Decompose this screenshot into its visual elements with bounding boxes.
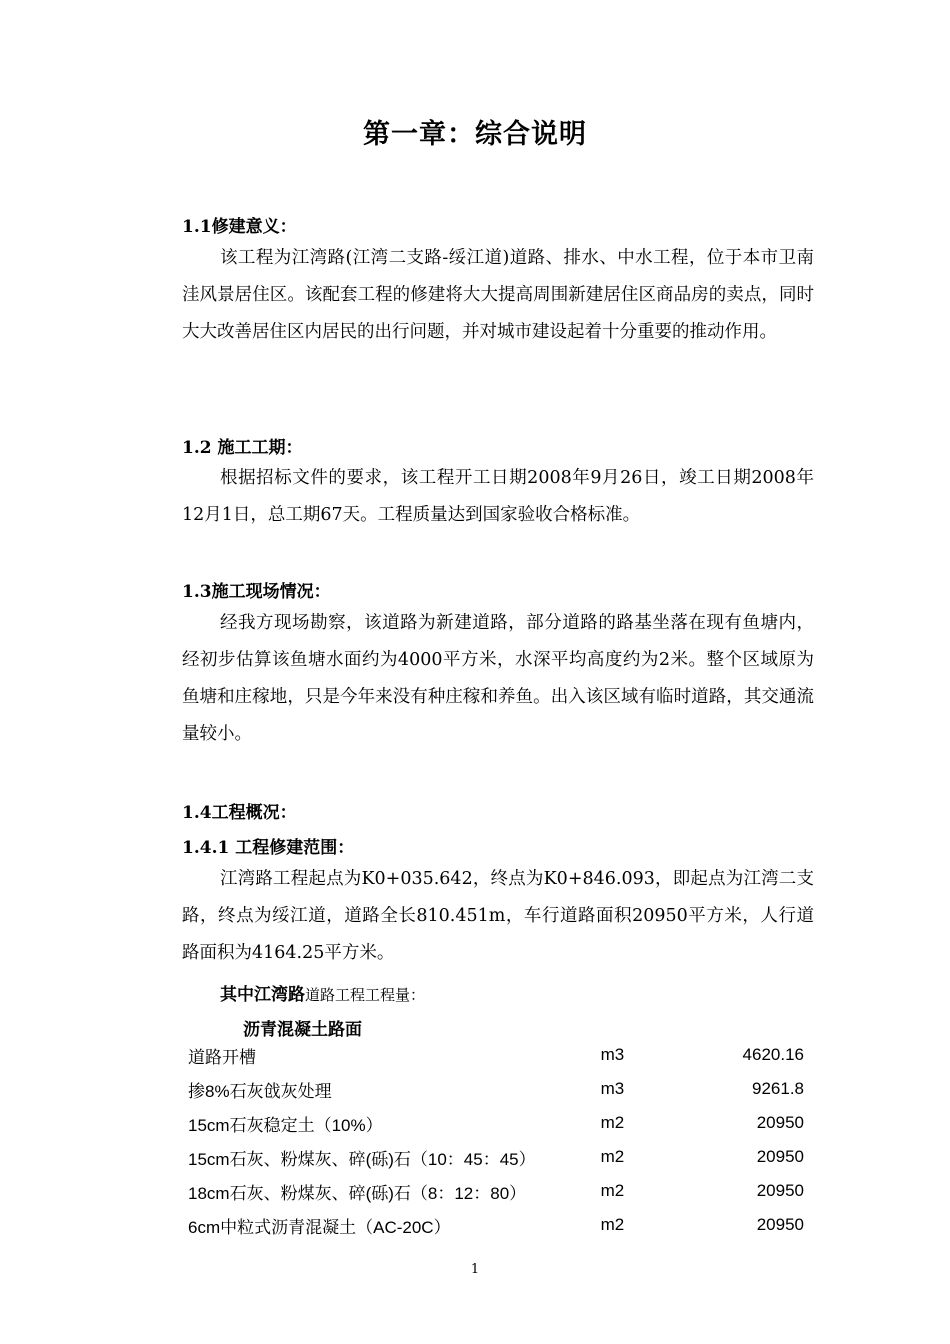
- item-cell: 6cm中粒式沥青混凝土（AC-20C）: [188, 1217, 451, 1237]
- section-text-1-1: 该工程为江湾路(江湾二支路-绥江道)道路、排水、中水工程，位于本市卫南洼风景居住区。该配套工程的修建将大大提高周围新建居住区商品房的卖点，同时大大改善居住区内居民的出行问题，并对城市建设起着十分重要的推动作用。: [182, 248, 814, 342]
- section-text-1-2: 根据招标文件的要求，该工程开工日期2008年9月26日，竣工日期2008年12月1日，总工期67天。工程质量达到国家验收合格标准。: [182, 468, 814, 525]
- table-row: [188, 1140, 808, 1174]
- section-heading-1-1: 1.1修建意义：: [182, 217, 297, 237]
- item-cell: 道路开槽: [188, 1047, 256, 1067]
- section-text-1-3: 经我方现场勘察，该道路为新建道路，部分道路的路基坐落在现有鱼塘内，经初步估算该鱼塘水面约为4000平方米，水深平均高度约为2米。整个区域原为鱼塘和庄稼地，只是今年来没有种庄稼和养鱼。出入该区域有临时道路，其交通流量较小。: [182, 613, 814, 744]
- item-cell: 15cm石灰、粉煤灰、碎(砾)石（10：45：45）: [188, 1149, 536, 1169]
- amount-cell: 20950: [756, 1215, 804, 1234]
- quantity-intro-road-name: 其中江湾路: [220, 985, 305, 1005]
- quantity-table: [188, 1038, 808, 1242]
- amount-cell: 9261.8: [752, 1079, 804, 1098]
- section-heading-1-3: 1.3施工现场情况：: [182, 582, 331, 602]
- table-row: [188, 1072, 808, 1106]
- table-row: [188, 1038, 808, 1072]
- amount-cell: 20950: [756, 1113, 804, 1132]
- section-text-1-4-1: 江湾路工程起点为K0+035.642，终点为K0+846.093，即起点为江湾二支路，终点为绥江道，道路全长810.451m，车行道路面积20950平方米，人行道路面积为4164.25平方米。: [182, 869, 814, 963]
- item-cell: 15cm石灰稳定土（10%）: [188, 1115, 383, 1135]
- amount-cell: 20950: [756, 1181, 804, 1200]
- subsection-heading-1-4-1: 1.4.1 工程修建范围：: [182, 838, 355, 858]
- unit-cell: m2: [600, 1147, 625, 1166]
- item-cell: 18cm石灰、粉煤灰、碎(砾)石（8：12：80）: [188, 1183, 527, 1203]
- amount-cell: 4620.16: [742, 1045, 804, 1064]
- unit-cell: m3: [600, 1079, 625, 1098]
- unit-cell: m3: [600, 1045, 625, 1064]
- quantity-intro: [220, 980, 425, 1005]
- unit-cell: m2: [600, 1181, 625, 1200]
- table-row: [188, 1174, 808, 1208]
- chapter-title: 第一章：综合说明: [363, 119, 587, 150]
- unit-cell: m2: [600, 1215, 625, 1234]
- quantity-table-title: 沥青混凝土路面: [243, 1020, 362, 1040]
- table-row: [188, 1106, 808, 1140]
- page-number: 1: [470, 1262, 480, 1277]
- section-heading-1-4: 1.4工程概况：: [182, 803, 297, 823]
- amount-cell: 20950: [756, 1147, 804, 1166]
- table-row: [188, 1208, 808, 1242]
- quantity-intro-rest: 道路工程工程量：: [305, 986, 426, 1004]
- unit-cell: m2: [600, 1113, 625, 1132]
- item-cell: 掺8%石灰戗灰处理: [188, 1081, 332, 1101]
- section-heading-1-2: 1.2 施工工期：: [182, 438, 303, 458]
